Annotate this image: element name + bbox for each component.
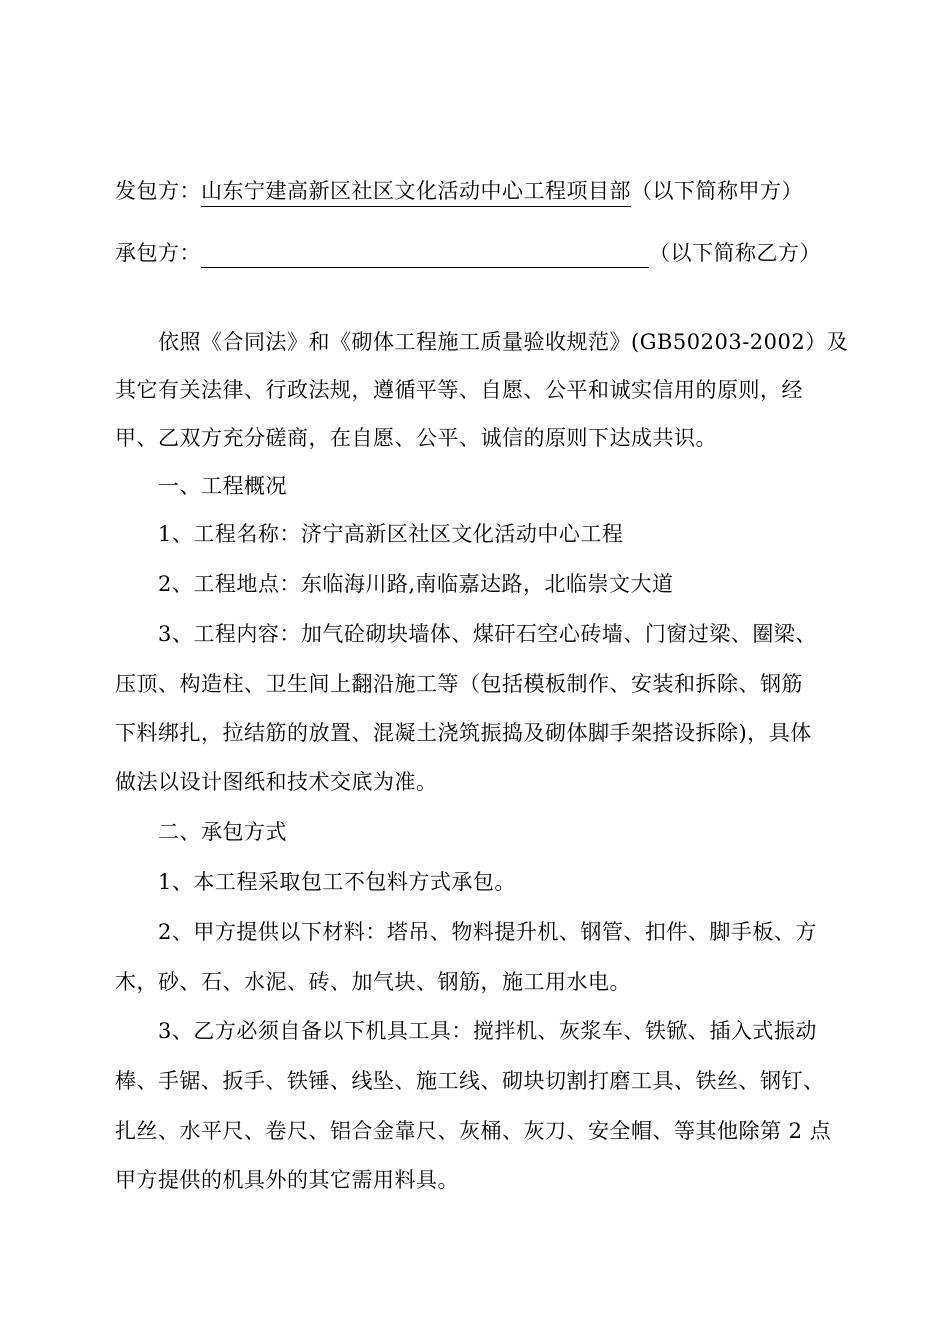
party-a-suffix: （以下简称甲方）: [631, 179, 803, 203]
list-item: 2、工程地点：东临海川路,南临嘉达路，北临崇文大道: [158, 572, 674, 596]
party-b-label: 承包方：: [115, 241, 201, 265]
intro-line: 依照《合同法》和《砌体工程施工质量验收规范》(GB50203-2002）及: [158, 330, 849, 354]
list-item-continuation: 木，砂、石、水泥、砖、加气块、钢筋，施工用水电。: [115, 970, 631, 994]
list-item: 2、甲方提供以下材料：塔吊、物料提升机、钢管、扣件、脚手板、方: [158, 920, 817, 944]
party-a-line: [115, 176, 845, 207]
list-item-continuation: 棒、手锯、扳手、铁锤、线坠、施工线、砌块切割打磨工具、铁丝、钢钉、: [115, 1069, 825, 1093]
party-a-label: 发包方：: [115, 179, 201, 203]
section-title: 一、工程概况: [158, 474, 287, 498]
party-a-name: 山东宁建高新区社区文化活动中心工程项目部: [201, 178, 631, 207]
party-b-blank-field[interactable]: [201, 243, 649, 268]
list-item-continuation: 做法以设计图纸和技术交底为准。: [115, 770, 438, 794]
list-item-continuation: 甲方提供的机具外的其它需用料具。: [115, 1168, 459, 1192]
list-item-continuation: 压顶、构造柱、卫生间上翻沿施工等（包括模板制作、安装和拆除、钢筋: [115, 672, 803, 696]
section-title: 二、承包方式: [158, 820, 287, 844]
list-item: 3、乙方必须自备以下机具工具：搅拌机、灰浆车、铁锨、插入式振动: [158, 1019, 817, 1043]
list-item: 3、工程内容：加气砼砌块墙体、煤矸石空心砖墙、门窗过梁、圈梁、: [158, 622, 817, 646]
party-b-line: [115, 238, 845, 268]
party-b-suffix: （以下简称乙方）: [649, 241, 821, 265]
list-item: 1、工程名称：济宁高新区社区文化活动中心工程: [158, 522, 624, 546]
list-item-continuation: 下料绑扎，拉结筋的放置、混凝土浇筑振捣及砌体脚手架搭设拆除)，具体: [115, 721, 812, 745]
list-item-continuation: 扎丝、水平尺、卷尺、铝合金靠尺、灰桶、灰刀、安全帽、等其他除第 2 点: [115, 1119, 832, 1143]
list-item: 1、本工程采取包工不包料方式承包。: [158, 870, 516, 894]
intro-line: 其它有关法律、行政法规，遵循平等、自愿、公平和诚实信用的原则，经: [115, 378, 803, 402]
intro-line: 甲、乙双方充分磋商，在自愿、公平、诚信的原则下达成共识。: [115, 426, 717, 450]
